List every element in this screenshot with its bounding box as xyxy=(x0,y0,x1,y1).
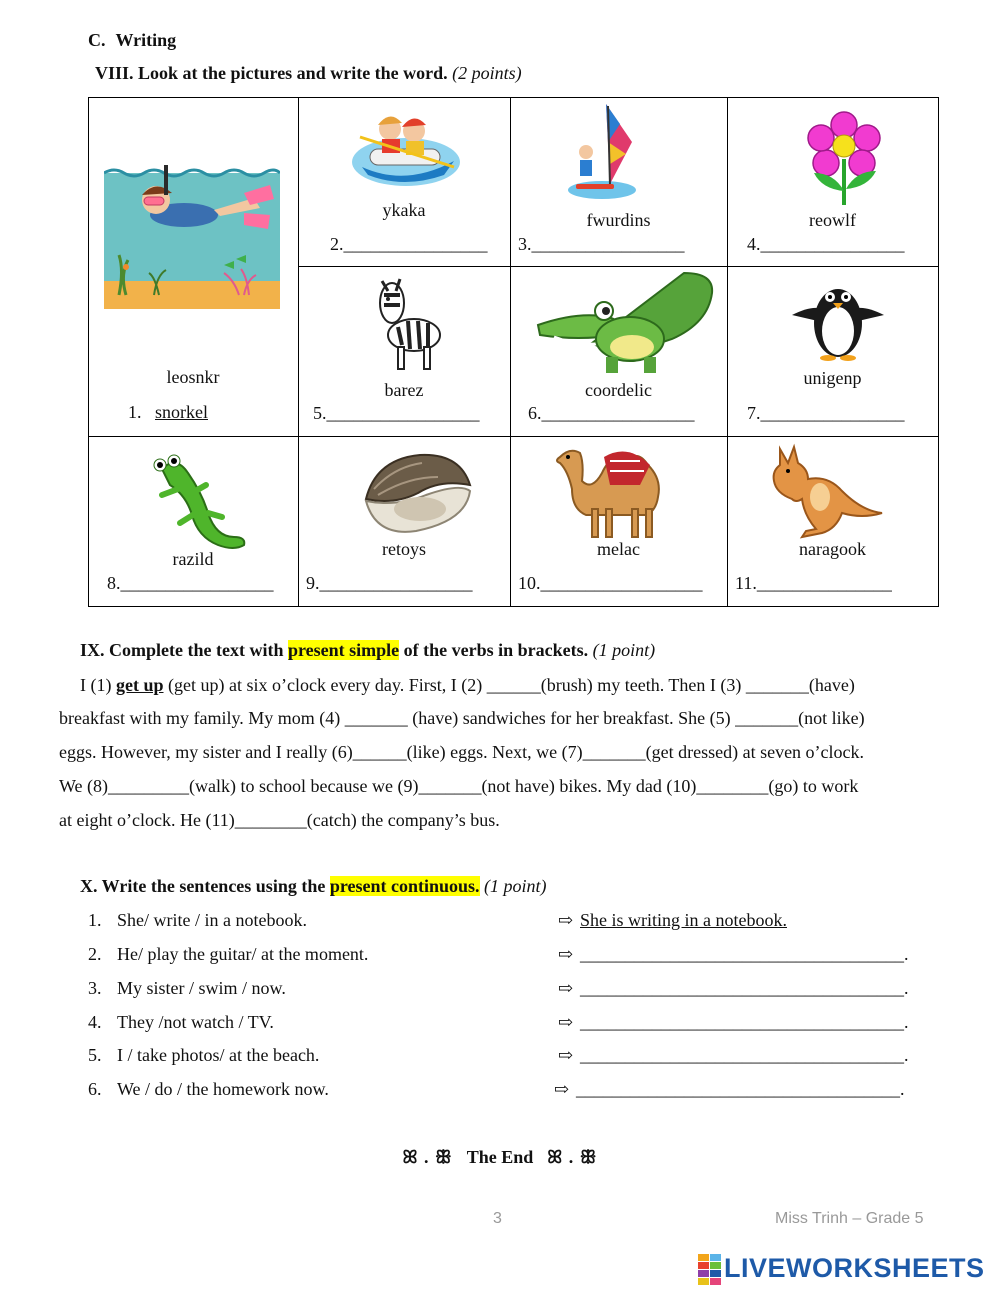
item-number: 11. xyxy=(735,573,757,593)
item-number: 2. xyxy=(330,234,344,254)
kangaroo-picture xyxy=(772,441,884,541)
answer-blank[interactable]: _________________ xyxy=(120,573,274,593)
footer-note: Miss Trinh – Grade 5 xyxy=(775,1210,924,1227)
item-number: 9. xyxy=(306,573,320,593)
zebra-picture xyxy=(372,273,448,373)
answer-blank[interactable]: ____________________________________. xyxy=(580,1045,909,1065)
q9-instruction-end: of the verbs in brackets. xyxy=(399,640,589,660)
oyster-picture xyxy=(362,453,472,537)
q8-points: (2 points) xyxy=(452,63,522,83)
arrow-icon: ⇨ xyxy=(558,910,574,930)
liveworksheets-brand: LIVEWORKSHEETS xyxy=(724,1253,985,1283)
answer-blank[interactable]: ________________ xyxy=(343,234,488,254)
answer-label-6 xyxy=(528,403,695,424)
prompt-text: She/ write / in a notebook. xyxy=(117,910,307,930)
item-number: 1. xyxy=(88,910,102,930)
prompt-text: My sister / swim / now. xyxy=(117,978,286,998)
item-number: 1. xyxy=(128,402,142,422)
item-number: 6. xyxy=(88,1079,102,1099)
item-number: 7. xyxy=(747,403,761,423)
paragraph-line-3[interactable]: eggs. However, my sister and I really (6)______(like) eggs. Next, we (7)_______(get dressed) at seven o’clock. xyxy=(59,742,865,762)
question-10-title xyxy=(80,876,547,897)
example-answer: snorkel xyxy=(155,402,208,422)
example-answer: get up xyxy=(115,675,164,695)
scrambled-word: barez xyxy=(384,380,424,400)
arrow-icon: ⇨ xyxy=(558,1045,574,1065)
page-number: 3 xyxy=(493,1210,502,1227)
item-number: 2. xyxy=(88,944,102,964)
camel-picture xyxy=(554,443,666,539)
answer-label-5 xyxy=(313,403,480,424)
arrow-icon: ⇨ xyxy=(558,1012,574,1032)
answer-label-1 xyxy=(128,402,208,423)
sentence-row xyxy=(88,944,938,968)
section-letter: C. xyxy=(88,30,106,50)
arrow-icon: ⇨ xyxy=(558,978,574,998)
scrambled-word: reowlf xyxy=(809,210,856,230)
q10-instruction: X. Write the sentences using the xyxy=(80,876,330,896)
snorkeling-girl-picture xyxy=(104,155,280,309)
prompt-text: I / take photos/ at the beach. xyxy=(117,1045,320,1065)
prompt-text: We / do / the homework now. xyxy=(117,1079,329,1099)
scrambled-word: coordelic xyxy=(585,380,652,400)
picture-word-grid xyxy=(88,97,939,607)
scrambled-word: ykaka xyxy=(382,200,426,220)
windsurfing-picture xyxy=(568,102,638,199)
penguin-picture xyxy=(790,275,886,361)
answer-label-3 xyxy=(518,234,685,255)
answer-label-2 xyxy=(330,234,488,255)
answer-label-9 xyxy=(306,573,473,594)
answer-label-10 xyxy=(518,573,703,594)
section-title: Writing xyxy=(115,30,177,50)
arrow-icon: ⇨ xyxy=(554,1079,570,1099)
answer-blank[interactable]: _________________ xyxy=(326,403,480,423)
scrambled-word: razild xyxy=(172,549,214,569)
ornament-left: ꕤ . ꕥ xyxy=(402,1147,453,1167)
flower-picture xyxy=(806,111,882,207)
answer-label-11 xyxy=(735,573,892,594)
q9-points: (1 point) xyxy=(592,640,656,660)
paragraph-line-2[interactable]: breakfast with my family. My mom (4) _______ (have) sandwiches for her breakfast. She (5) _______(not like) xyxy=(59,708,865,728)
question-9-title xyxy=(80,640,655,661)
paragraph-line-4[interactable]: We (8)_________(walk) to school because we (9)_______(not have) bikes. My dad (10)________(go) to work xyxy=(59,776,859,796)
example-answer: She is writing in a notebook. xyxy=(580,910,787,930)
answer-blank[interactable]: _________________ xyxy=(531,234,685,254)
prompt-text: He/ play the guitar/ at the moment. xyxy=(117,944,369,964)
answer-blank[interactable]: _________________ xyxy=(319,573,473,593)
answer-blank[interactable]: ____________________________________. xyxy=(576,1079,905,1099)
kayak-picture xyxy=(350,107,462,189)
prompt-text: They /not watch / TV. xyxy=(117,1012,274,1032)
answer-label-8 xyxy=(107,573,274,594)
item-number: 8. xyxy=(107,573,121,593)
paragraph-line-1 xyxy=(80,675,960,696)
q9-highlight: present simple xyxy=(287,640,400,660)
scrambled-word: melac xyxy=(597,539,640,559)
item-number: 6. xyxy=(528,403,542,423)
scrambled-word: naragook xyxy=(799,539,866,559)
item-number: 4. xyxy=(88,1012,102,1032)
answer-label-7 xyxy=(747,403,905,424)
end-text: The End xyxy=(466,1147,534,1167)
item-number: 10. xyxy=(518,573,541,593)
q10-highlight: present continuous. xyxy=(329,876,480,896)
scrambled-word: retoys xyxy=(382,539,426,559)
liveworksheets-logo-icon xyxy=(698,1254,722,1286)
q10-points: (1 point) xyxy=(484,876,547,896)
q8-instruction: VIII. Look at the pictures and write the word. xyxy=(95,63,448,83)
the-end-line xyxy=(0,1147,1000,1168)
scrambled-word: leosnkr xyxy=(166,367,220,387)
section-heading xyxy=(88,30,176,51)
answer-label-4 xyxy=(747,234,905,255)
item-number: 5. xyxy=(313,403,327,423)
text-segment[interactable]: (get up) at six o’clock every day. First, I (2) ______(brush) my teeth. Then I (3) _______(have) xyxy=(163,675,855,695)
answer-blank[interactable]: ____________________________________. xyxy=(580,1012,909,1032)
answer-blank[interactable]: __________________ xyxy=(540,573,703,593)
crocodile-picture xyxy=(534,267,716,375)
scrambled-word: unigenp xyxy=(803,368,862,388)
answer-blank[interactable]: ____________________________________. xyxy=(580,978,909,998)
lizard-picture xyxy=(148,453,246,549)
answer-blank[interactable]: ________________ xyxy=(760,403,905,423)
item-number: 3. xyxy=(88,978,102,998)
scrambled-word: fwurdins xyxy=(586,210,651,230)
sentence-row xyxy=(88,910,938,934)
answer-blank[interactable]: ________________ xyxy=(760,234,905,254)
answer-blank[interactable]: _________________ xyxy=(541,403,695,423)
answer-blank[interactable]: _______________ xyxy=(756,573,892,593)
sentence-row xyxy=(88,1079,938,1103)
text-segment: I (1) xyxy=(80,675,116,695)
item-number: 4. xyxy=(747,234,761,254)
paragraph-line-5[interactable]: at eight o’clock. He (11)________(catch) the company’s bus. xyxy=(59,810,500,830)
sentence-row xyxy=(88,978,938,1002)
answer-blank[interactable]: ____________________________________. xyxy=(580,944,909,964)
item-number: 3. xyxy=(518,234,532,254)
sentence-row xyxy=(88,1045,938,1069)
question-8-title xyxy=(95,63,522,84)
item-number: 5. xyxy=(88,1045,102,1065)
sentence-row xyxy=(88,1012,938,1036)
ornament-right: ꕤ . ꕥ xyxy=(547,1147,598,1167)
arrow-icon: ⇨ xyxy=(558,944,574,964)
q9-instruction-start: IX. Complete the text with xyxy=(80,640,288,660)
